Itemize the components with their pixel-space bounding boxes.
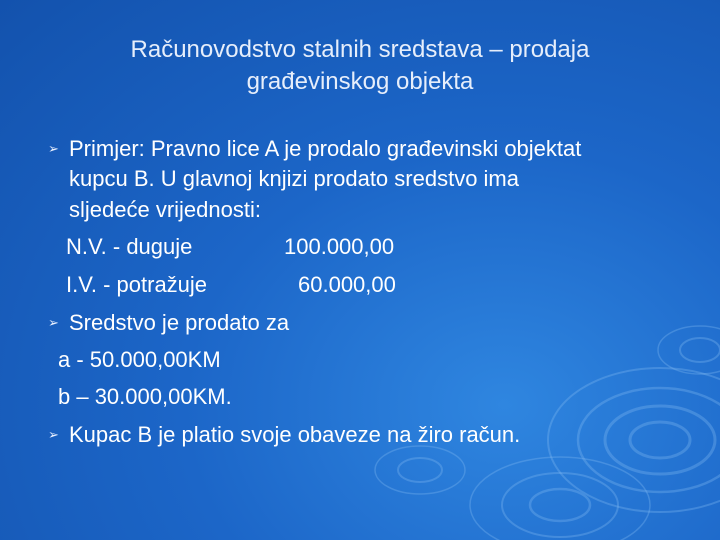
option-a: a - 50.000,00KM [58, 347, 221, 372]
bullet-3-text: Kupac B je platio svoje obaveze na žiro račun. [69, 422, 521, 447]
bullet-1-line-3: sljedeće vrijednosti: [69, 197, 261, 222]
bullet-arrow-icon: ➢ [48, 141, 59, 156]
bullet-1-line-2: kupcu B. U glavnoj knjizi prodato sredstvo ima [69, 166, 519, 191]
iv-label: I.V. - potražuje [66, 272, 208, 297]
bullet-arrow-icon: ➢ [48, 315, 59, 330]
bullet-2-text: Sredstvo je prodato za [69, 310, 290, 335]
nv-label: N.V. - duguje [66, 234, 193, 259]
slide-title [60, 34, 660, 98]
iv-value: 60.000,00 [298, 272, 396, 297]
nv-value: 100.000,00 [284, 234, 395, 259]
option-b: b – 30.000,00KM. [58, 384, 232, 409]
bullet-1-line-1: Primjer: Pravno lice A je prodalo građevinski objektat [69, 136, 582, 161]
bullet-arrow-icon: ➢ [48, 427, 59, 442]
title-line-1: Računovodstvo stalnih sredstava – prodaja [130, 36, 590, 63]
title-line-2: građevinskog objekta [246, 68, 474, 95]
